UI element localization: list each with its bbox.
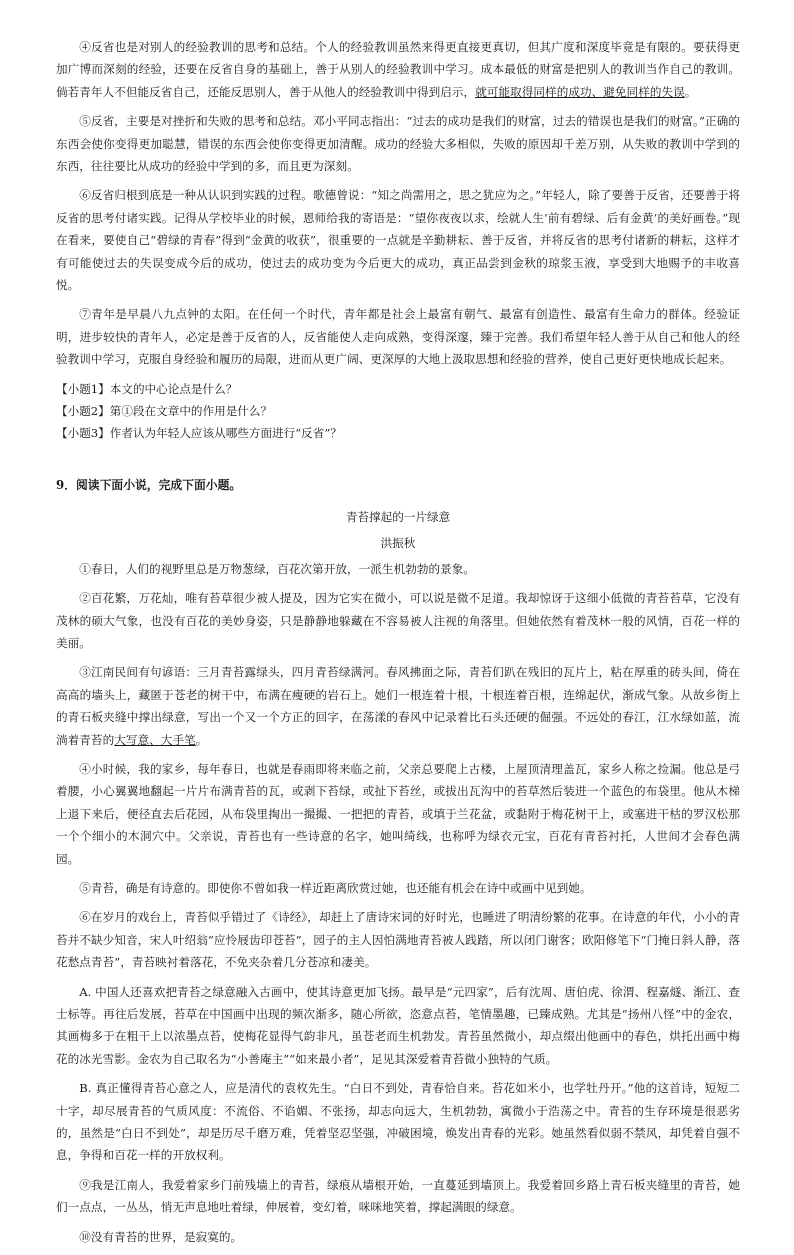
question-2: 【小题2】第①段在文章中的作用是什么？ [56, 403, 273, 418]
story-paragraph-4: ④小时候，我的家乡，每年春日，也就是春雨即将来临之前，父亲总要爬上古楼，上屋顶清理盖瓦，家乡人称之捡漏。他总是弓着腰，小心翼翼地翻起一片片布满青苔的瓦，或剥下苔绿，或扯下苔丝，或拔出瓦沟中的苔草然后装进一个蓝色的布袋里。他从木梯上退下来后，便径直去后花园，从布袋里掏出一撮撮、一把把的青苔，或填于兰花盆，或黏附于梅花树干上，或塞进干枯的罗汉松那一个个细小的木洞穴中。父亲说，青苔也有一些诗意的名字，她叫绮线，也称呼为绿衣元宝，百花有青苔衬托，人世间才会春色满园。 [56, 761, 740, 866]
story-title: 青苔撑起的一片绿意 [345, 509, 451, 524]
story-p3-end: 。 [195, 732, 208, 747]
essay-paragraph-5: ⑤反省，主要是对挫折和失败的思考和总结。邓小平同志指出：“过去的成功是我们的财富，过去的错误也是我们的财富。”正确的东西会使你变得更加聪慧，错误的东西会使你变得更加清醒。成功的经验大多相似，失败的原因却千差万别，从失败的教训中学到的东西，往往要比从成功的经验中学到的多，而且更为深刻。 [56, 114, 740, 174]
exam-page [56, 36, 740, 1255]
story-paragraph-3 [56, 661, 740, 751]
story-body [56, 558, 740, 1248]
question-list [56, 378, 740, 444]
question-3: 【小题3】作者认为年轻人应该从哪些方面进行“反省”？ [56, 425, 342, 440]
essay-paragraph-7: ⑦青年是早晨八九点钟的太阳。在任何一个时代，青年都是社会上最富有朝气、最富有创造性、最富有生命力的群体。经验证明，进步较快的青年人，必定是善于反省的人，反省能使人走向成熟，变得深邃，臻于完善。我们希望年轻人善于从自己和他人的经验教训中学习，克服自身经验和履历的局限，进而从更广阔、更深厚的大地上汲取思想和经验的营养，使自己更好更快地成长起来。 [56, 307, 740, 367]
story-author: 洪振秋 [380, 535, 416, 550]
question-1: 【小题1】本文的中心论点是什么？ [56, 381, 238, 396]
story-paragraph-10: ⑩没有青苔的世界，是寂寞的。 [79, 1229, 243, 1244]
essay-paragraph-4 [56, 36, 740, 103]
section-9-heading: 9．阅读下面小说，完成下面小题。 [56, 477, 242, 492]
story-p3-underlined: 大写意、大手笔 [114, 732, 196, 747]
story-paragraph-5: ⑤青苔，确是有诗意的。即使你不曾如我一样近距离欣赏过她，也还能有机会在诗中或画中见到她。 [79, 880, 592, 895]
essay-continuation [56, 36, 740, 371]
story-paragraph-2: ②百花繁，万花灿，唯有苔草很少被人提及，因为它实在微小，可以说是微不足道。我却惊讶于这细小低微的青苔苔草，它没有茂林的硕大气象，也没有百花的美妙身姿，只是静静地躲藏在不容易被人注视的角落里。但她依然有着茂林一般的风情，百花一样的美丽。 [56, 591, 740, 650]
story-paragraph-9: ⑨我是江南人，我爱着家乡门前残墙上的青苔，绿痕从墙根开始，一直蔓延到墙顶上。我爱着回乡路上青石板夹缝里的青苔，她们一点点，一丛丛，悄无声息地吐着绿，伸展着，变幻着，咪咪地笑着，撑起满眼的绿意。 [56, 1177, 740, 1215]
essay-p4-end: 。 [684, 84, 697, 99]
story-paragraph-1: ①春日，人们的视野里总是万物葱绿，百花次第开放，一派生机勃勃的景象。 [79, 561, 476, 576]
essay-paragraph-6: ⑥反省归根到底是一种从认识到实践的过程。歌德曾说：“知之尚需用之，思之犹应为之。”年轻人，除了要善于反省，还要善于将反省的思考付诸实践。记得从学校毕业的时候，恩师给我的寄语是：“望你夜夜以求，绘就人生‘前有碧绿、后有金黄’的美好画卷。”现在看来，要使自己“碧绿的青春”得到“金黄的收获”，很重要的一点就是辛勤耕耘、善于反省，并将反省的思考付诸新的耕耘，这样才有可能使过去的失误变成今后的成功，使过去的成功变为今后更大的成功，真正品尝到金秋的琼浆玉液，享受到大地赐予的丰收喜悦。 [56, 188, 740, 293]
story-paragraph-a: A. 中国人还喜欢把青苔之绿意融入古画中，使其诗意更加飞扬。最早是“元四家”，后有沈周、唐伯虎、徐渭、程嘉燧、渐江、查士标等。再往后发展，苔草在中国画中出现的频次渐多，随心所欲，恣意点苔，笔情墨趣，已臻成熟。尤其是“扬州八怪”中的金农，其画梅多于在粗干上以浓墨点苔，使梅花显得气韵非凡，虽苍老而生机勃发。青苔虽然微小，却点缀出他画中的春色，烘托出画中梅花的冰光雪影。金农为自己取名为“小善庵主”“如来最小者”，足见其深爱着青苔微小独特的气质。 [56, 984, 740, 1066]
story-paragraph-b: B. 真正懂得青苔心意之人，应是清代的袁枚先生。“白日不到处，青春恰自来。苔花如米小，也学牡丹开。”他的这首诗，短短二十字，却尽展青苔的气质风度：不流俗、不谄媚、不张扬，却志向远大，生机勃勃，寓微小于浩荡之中。青苔的生存环境是很恶劣的，虽然是“白日不到处”，却是历尽千磨万难，凭着坚忍坚强，冲破困境，焕发出青春的光彩。她虽然看似弱不禁风，却凭着自强不息，争得和百花一样的开放权利。 [56, 1081, 740, 1163]
essay-p4-underlined: 就可能取得同样的成功、避免同样的失误 [475, 84, 685, 99]
story-paragraph-6: ⑥在岁月的戏台上，青苔似乎错过了《诗经》，却赶上了唐诗宋词的好时光，也睡进了明清纷繁的花事。在诗意的年代，小小的青苔并不缺少知音，宋人叶绍翁“应怜屐齿印苍苔”，园子的主人因怕满地青苔被人践踏，所以闭门谢客；欧阳修笔下“门掩日斜人静，落花愁点青苔”，青苔映衬着落花，不免夹杂着几分苍凉和凄美。 [56, 910, 740, 970]
essay-p4-text: ④反省也是对别人的经验教训的思考和总结。个人的经验教训虽然来得更直接更真切，但其广度和深度毕竟是有限的。要获得更加广博而深刻的经验，还要在反省自身的基础上，善于从别人的经验教训中学习。成本最低的财富是把别人的教训当作自己的教训。倘若青年人不但能反省自己，还能反思别人，善于从他人的经验教训中得到启示， [56, 40, 740, 99]
story-p3-text: ③江南民间有句谚语：三月青苔露绿头，四月青苔绿满河。春风拂面之际，青苔们趴在残旧的瓦片上，粘在厚重的砖头间，倚在高高的墙头上，藏匿于苍老的树干中，布满在瘦硬的岩石上。她们一根连着十根，十根连着百根，连绵起伏，渐成气象。从故乡街上的青石板夹缝中撑出绿意，写出一个又一个方正的回字，在荡漾的春风中记录着比石头还硬的倔强。不远处的春江，江水绿如蓝，流淌着青苔的 [56, 665, 740, 747]
